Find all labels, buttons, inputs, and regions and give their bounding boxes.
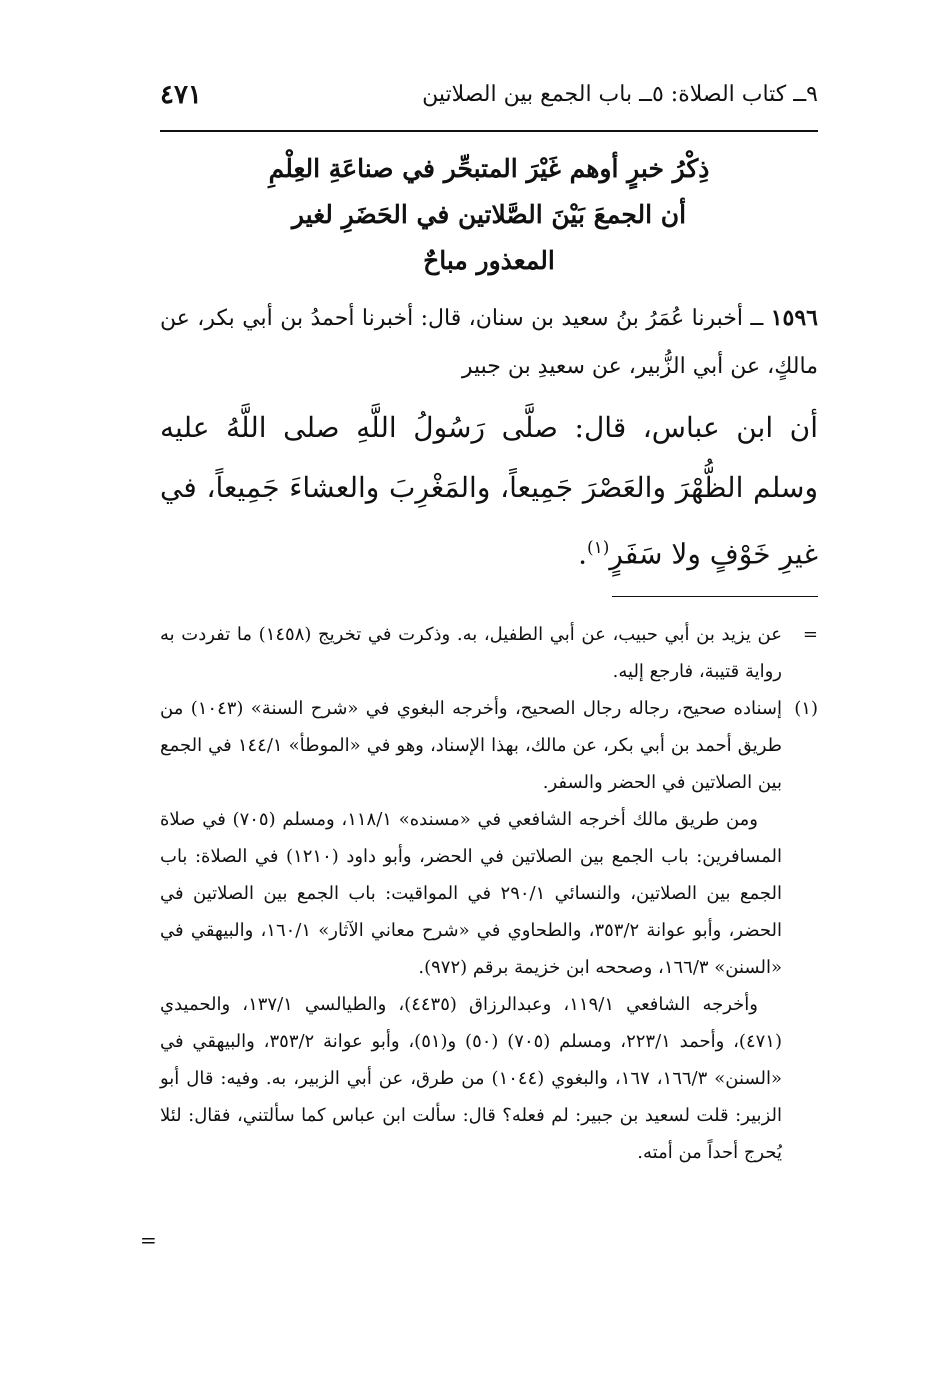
section-heading-line-2: أن الجمعَ بَيْنَ الصَّلاتين في الحَضَرِ لغير (291, 200, 687, 229)
hadith-isnad (160, 294, 818, 391)
footnote-paragraph: وأخرجه الشافعي ١١٩/١، وعبدالرزاق (٤٤٣٥)، والطيالسي ١٣٧/١، والحميدي (٤٧١)، وأحمد ٢٢٣/١، ومسلم (٧٠٥) (٥٠) و(٥١)، وأبو عوانة ٣٥٣/٢، والبيهقي في «السنن» ١٦٦/٣، ١٦٧، والبغوي (١٠٤٤) من طرق، عن أبي الزبير، به. وفيه: قال أبو الزبير: قلت لسعيد بن جبير: لم فعله؟ قال: سألت ابن عباس كما سألتني، فقال: لئلا يُحرج أحداً من أمته. (160, 994, 782, 1163)
footnote-continued (160, 616, 818, 690)
page-number: ٤٧١ (160, 80, 202, 110)
running-header (160, 82, 818, 122)
footnote-marker: = (802, 624, 818, 645)
footnote-marker: (١) (794, 698, 818, 719)
continuation-mark: = (140, 1228, 157, 1252)
matn-end: . (578, 537, 587, 571)
footnote-paragraph: عن يزيد بن أبي حبيب، عن أبي الطفيل، به. وذكرت في تخريج (١٤٥٨) ما تفردت به رواية قتيبة، فارجع إليه. (160, 624, 782, 682)
footnote-paragraph: ومن طريق مالك أخرجه الشافعي في «مسنده» ١١٨/١، ومسلم (٧٠٥) في صلاة المسافرين: باب الجمع بين الصلاتين في الحضر، وأبو داود (١٢١٠) في الصلاة: باب الجمع بين الصلاتين، والنسائي ٢٩٠/١ في المواقيت: باب الجمع بين الصلاتين في الحضر، وأبو عوانة ٣٥٣/٢، والطحاوي في «شرح معاني الآثار» ١٦٠/١، والبيهقي في «السنن» ١٦٦/٣، وصححه ابن خزيمة برقم (٩٧٢). (160, 809, 783, 978)
isnad-text: ــ أخبرنا عُمَرُ بنُ سعيد بن سنان، قال: أخبرنا أحمدُ بن أبي بكر، عن مالكٍ، عن أبي الزُّبير، عن سعيدِ بن جبير (160, 306, 818, 379)
hadith-number: ١٥٩٦ (770, 305, 818, 331)
running-header-title: ٩ــ كتاب الصلاة: ٥ــ باب الجمع بين الصلاتين (422, 82, 818, 107)
section-heading-line-3: المعذور مباحٌ (423, 246, 555, 275)
footnote-1 (160, 690, 818, 1171)
section-heading (160, 146, 818, 284)
hadith-matn (160, 398, 818, 584)
matn-text: أن ابن عباس، قال: صلَّى رَسُولُ اللَّهِ صلى اللَّهُ عليه وسلم الظُّهْرَ والعَصْرَ جَمِيعاً، والمَغْرِبَ والعشاءَ جَمِيعاً، في غيرِ خَوْفٍ ولا سَفَرٍ (160, 411, 818, 571)
section-heading-line-1: ذِكْرُ خبرٍ أوهم غَيْرَ المتبحِّر في صناعَةِ العِلْمِ (268, 154, 710, 183)
footnote-separator (612, 596, 818, 597)
footnote-reference: (١) (586, 538, 610, 558)
footnotes (160, 616, 818, 1171)
header-rule (160, 130, 818, 132)
footnote-paragraph: إسناده صحيح، رجاله رجال الصحيح، وأخرجه البغوي في «شرح السنة» (١٠٤٣) من طريق أحمد بن أبي بكر، عن مالك، بهذا الإسناد، وهو في «الموطأ» ١٤٤/١ في الجمع بين الصلاتين في الحضر والسفر. (160, 698, 782, 793)
